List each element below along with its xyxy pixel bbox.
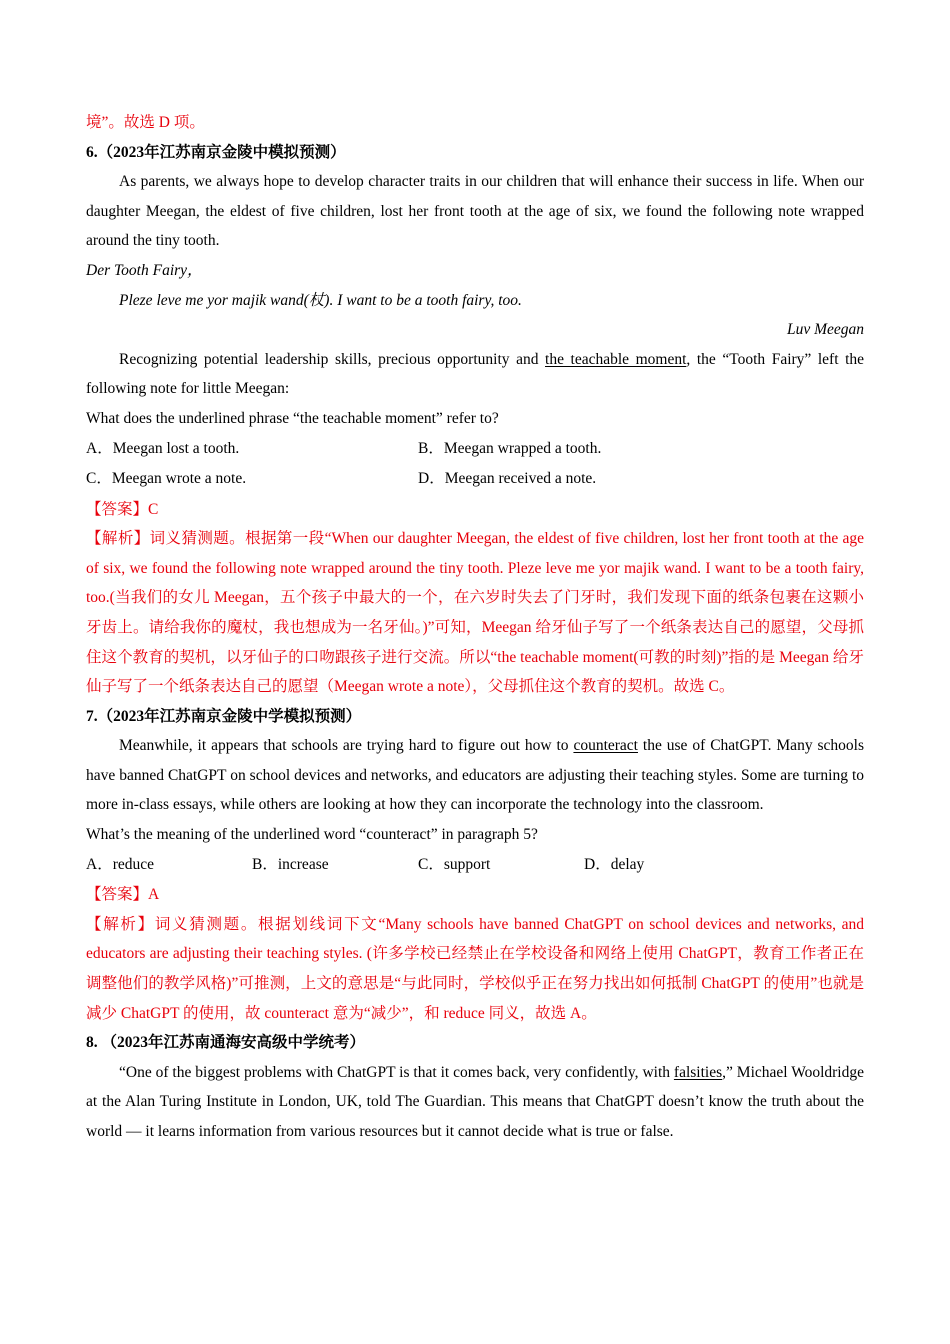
answer-tag: 【答案】 xyxy=(86,886,149,904)
question-6-stem: What does the underlined phrase “the teachable moment” refer to? xyxy=(86,409,499,427)
answer-tag: 【答案】 xyxy=(86,500,149,518)
question-8-passage xyxy=(86,1058,864,1147)
question-6-header: 6.（2023年江苏南京金陵中模拟预测） xyxy=(86,143,346,161)
question-6-answer xyxy=(86,495,864,525)
option-b: B．increase xyxy=(252,855,329,873)
option-d: D．Meegan received a note. xyxy=(418,470,597,488)
previous-analysis-tail: 境”。故选 D 项。 xyxy=(86,114,205,131)
option-b: B．Meegan wrapped a tooth. xyxy=(418,439,602,457)
letter-signature: Luv Meegan xyxy=(786,321,864,339)
question-6-passage-2 xyxy=(86,345,864,404)
question-6-options-row-2 xyxy=(86,464,864,495)
question-7-options xyxy=(86,850,864,881)
analysis-tag: 【解析】 xyxy=(86,530,150,548)
underlined-word: falsities xyxy=(673,1063,723,1081)
option-a: A．Meegan lost a tooth. xyxy=(86,439,240,457)
passage-text: Meanwhile, it appears that schools are trying hard to figure out how to xyxy=(119,737,574,755)
option-c: C．support xyxy=(418,855,491,873)
letter-body: Pleze leve me yor majik wand(杖). I want to be a tooth fairy, too. xyxy=(119,291,522,309)
underlined-word: counteract xyxy=(573,737,638,755)
analysis-text: 词义猜测题。根据划线词下文“Many schools have banned ChatGPT on school devices and networks, and educators are adjusting their teaching styles. (许多学校已经禁止在学校设备和网络上使用 ChatGPT，教育工作者正在调整他们的教学风格)”可推测，上文的意思是“与此同时，学校似乎正在努力找出如何抵制 ChatGPT 的使用”也就是减少 ChatGPT 的使用，故 counteract 意为“减少”，和 reduce 同义，故选 A。 xyxy=(86,915,864,1022)
analysis-tag: 【解析】 xyxy=(86,915,155,933)
underlined-phrase: the teachable moment xyxy=(545,350,687,368)
question-6-analysis xyxy=(86,524,864,702)
answer-value: A xyxy=(148,886,160,904)
passage-text: Recognizing potential leadership skills, precious opportunity and xyxy=(119,350,546,368)
question-7-answer xyxy=(86,880,864,910)
question-7-analysis xyxy=(86,910,864,1028)
question-7-passage xyxy=(86,731,864,820)
question-7 xyxy=(86,702,864,1028)
passage-text: , the “Tooth Fairy” left the following note for little Meegan: xyxy=(86,350,865,398)
passage-text: “One of the biggest problems with ChatGPT is that it comes back, very confidently, with xyxy=(119,1063,674,1081)
option-a: A．reduce xyxy=(86,855,154,873)
option-c: C．Meegan wrote a note. xyxy=(86,470,247,488)
question-7-stem: What’s the meaning of the underlined word “counteract” in paragraph 5? xyxy=(86,826,538,844)
analysis-text: 词义猜测题。根据第一段“When our daughter Meegan, the eldest of five children, lost her front tooth at the age of six, we found the following note wrapped around the tiny tooth. Pleze leve me yor majik wand. I want to be a tooth fairy, too.(当我们的女儿 Meegan，五个孩子中最大的一个，在六岁时失去了门牙时，我们发现下面的纸条包裹在这颗小牙齿上。请给我你的魔杖，我也想成为一名牙仙。)”可知，Meegan 给牙仙子写了一个纸条表达自己的愿望，父母抓住这个教育的契机，以牙仙子的口吻跟孩子进行交流。所以“the teachable moment(可教的时刻)”指的是 Meegan 给牙仙子写了一个纸条表达自己的愿望（Meegan wrote a note），父母抓住这个教育的契机。故选 C。 xyxy=(86,530,864,696)
question-6-passage-1: As parents, we always hope to develop character traits in our children that will enhance their success in life. When our daughter Meegan, the eldest of five children, lost her front tooth at the age of six, we found the following note wrapped around the tiny tooth. xyxy=(86,173,864,250)
question-7-header: 7.（2023年江苏南京金陵中学模拟预测） xyxy=(86,707,362,725)
document-page xyxy=(86,108,864,1147)
question-6 xyxy=(86,138,864,702)
question-8 xyxy=(86,1028,864,1146)
question-8-header: 8. （2023年江苏南通海安高级中学统考） xyxy=(86,1034,366,1052)
passage-text: ,” Michael Wooldridge at the Alan Turing Institute in London, UK, told The Guardian. This means that ChatGPT doesn’t know the truth about the world — it learns information from various resources but it cannot decide what is true or false. xyxy=(86,1063,864,1140)
passage-text: the use of ChatGPT. Many schools have banned ChatGPT on school devices and networks, and educators are adjusting their teaching styles. Some are turning to more in-class essays, while others are looking at how they can incorporate the technology into the classroom. xyxy=(86,737,864,814)
question-6-options-row-1 xyxy=(86,434,864,465)
option-d: D．delay xyxy=(584,855,645,873)
letter-greeting: Der Tooth Fairy， xyxy=(86,261,203,279)
answer-value: C xyxy=(148,500,159,518)
